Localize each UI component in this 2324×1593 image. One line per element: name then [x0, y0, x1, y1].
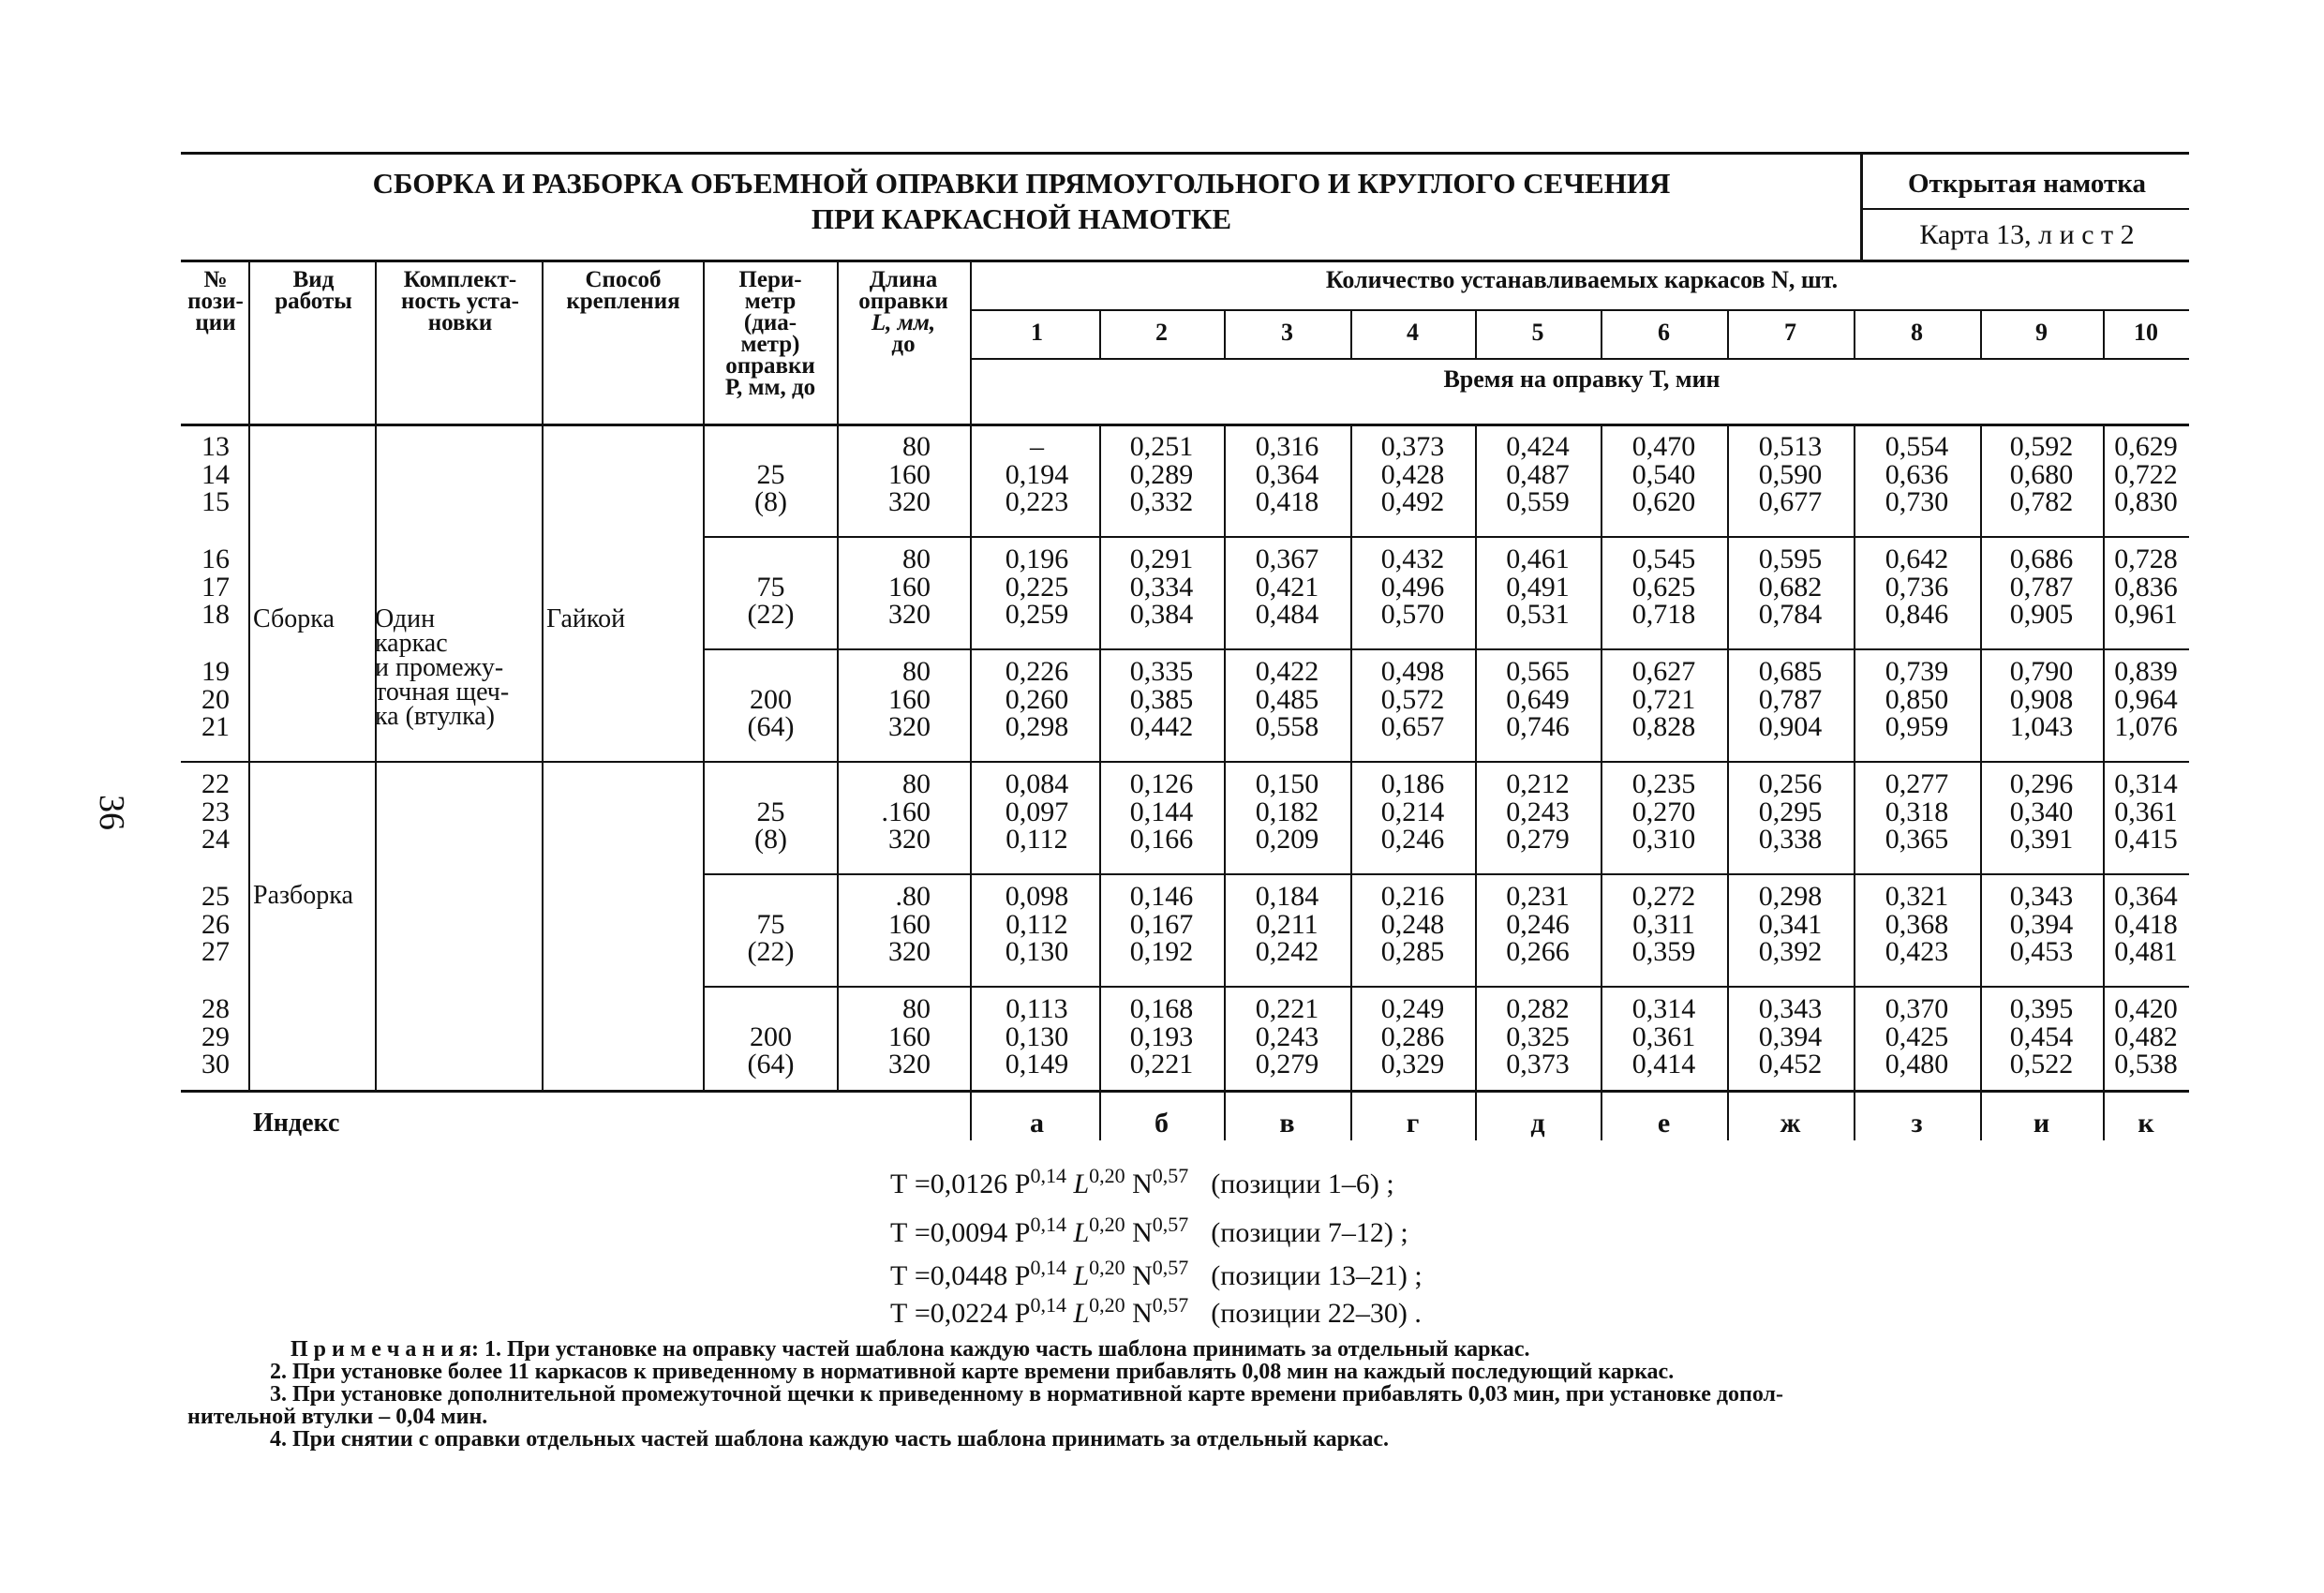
table-cell-r4-c1: 0,084 0,097 0,112: [1005, 768, 1069, 856]
table-cell-r2-c6: 0,545 0,625 0,718: [1631, 543, 1696, 631]
group-rule-2: [703, 648, 2189, 650]
table-cell-r6-c5: 0,282 0,325 0,373: [1506, 993, 1570, 1080]
index-letter-9: и: [2033, 1108, 2050, 1139]
table-cell-r1-c8: 0,554 0,636 0,730: [1885, 431, 1949, 518]
header-length: Длина оправки L, мм, до: [858, 267, 948, 357]
table-row-perimeter: 200 (64): [747, 1020, 795, 1080]
table-cell-r6-c7: 0,343 0,394 0,452: [1758, 993, 1823, 1080]
table-cell-r5-c1: 0,098 0,112 0,130: [1005, 881, 1069, 968]
group-rule-5: [703, 986, 2189, 988]
count-header-7: 7: [1784, 319, 1796, 346]
table-cell-r3-c3: 0,422 0,485 0,558: [1255, 656, 1319, 743]
note-2: 2. При установке более 11 каркасов к приведенному в нормативной карте времени прибавлять 0,08 мин на каждый последующий каркас.: [270, 1360, 1675, 1384]
table-row-lengths: 80 160 320: [888, 543, 931, 631]
table-cell-r6-c9: 0,395 0,454 0,522: [2009, 993, 2074, 1080]
table-cell-r6-c3: 0,221 0,243 0,279: [1255, 993, 1319, 1080]
table-cell-r5-c6: 0,272 0,311 0,359: [1631, 881, 1696, 968]
table-cell-r2-c10: 0,728 0,836 0,961: [2114, 543, 2178, 631]
table-cell-r6-c2: 0,168 0,193 0,221: [1129, 993, 1194, 1080]
table-cell-r4-c6: 0,235 0,270 0,310: [1631, 768, 1696, 856]
table-cell-r2-c1: 0,196 0,225 0,259: [1005, 543, 1069, 631]
table-row-lengths: 80 160 320: [888, 656, 931, 743]
table-cell-r3-c5: 0,565 0,649 0,746: [1506, 656, 1570, 743]
table-cell-r3-c1: 0,226 0,260 0,298: [1005, 656, 1069, 743]
table-cell-r1-c4: 0,373 0,428 0,492: [1380, 431, 1445, 518]
count-header-1: 1: [1031, 319, 1043, 346]
table-cell-r2-c2: 0,291 0,334 0,384: [1129, 543, 1194, 631]
table-cell-r5-c10: 0,364 0,418 0,481: [2114, 881, 2178, 968]
table-cell-r3-c7: 0,685 0,787 0,904: [1758, 656, 1823, 743]
header-position: № пози- ции: [187, 267, 244, 335]
page-number: 36: [92, 795, 131, 830]
index-letter-1: а: [1030, 1108, 1044, 1139]
table-row-positions: 28 29 30: [201, 993, 230, 1080]
index-label: Индекс: [253, 1109, 340, 1138]
fixing-text: Гайкой: [546, 604, 626, 633]
header-bottom-rule: [181, 260, 2189, 262]
table-cell-r3-c6: 0,627 0,721 0,828: [1631, 656, 1696, 743]
table-cell-r4-c3: 0,150 0,182 0,209: [1255, 768, 1319, 856]
index-letter-6: е: [1657, 1108, 1671, 1139]
table-cell-r5-c2: 0,146 0,167 0,192: [1129, 881, 1194, 968]
formula-4: Т =0,0224 Р$^{0,14}$ L$^{0,20}$ N$^{0,57}$ (позиции 22–30) .: [890, 1293, 1422, 1329]
table-row-positions: 25 26 27: [201, 881, 230, 968]
note-4: 4. При снятии с оправки отдельных частей шаблона каждую часть шаблона принимать за отдельный каркас.: [270, 1427, 1390, 1452]
table-cell-r6-c1: 0,113 0,130 0,149: [1005, 993, 1069, 1080]
table-cell-r1-c3: 0,316 0,364 0,418: [1255, 431, 1319, 518]
category-rule: [1860, 208, 2189, 210]
formula-2: Т =0,0094 Р$^{0,14}$ L$^{0,20}$ N$^{0,57}$ (позиции 7–12) ;: [890, 1213, 1408, 1248]
title-divider: [1860, 152, 1863, 260]
table-cell-r4-c10: 0,314 0,361 0,415: [2114, 768, 2178, 856]
table-row-positions: 16 17 18: [201, 543, 230, 631]
work-type-assembly: Сборка: [253, 604, 335, 633]
completeness-text: Один каркас и промежу- точная щеч- ка (втулка): [375, 604, 510, 731]
table-cell-r1-c9: 0,592 0,680 0,782: [2009, 431, 2074, 518]
table-row-perimeter: 25 (8): [754, 796, 787, 856]
table-cell-r4-c7: 0,256 0,295 0,338: [1758, 768, 1823, 856]
table-row-lengths: 80 .160 320: [881, 768, 931, 856]
table-cell-r2-c9: 0,686 0,787 0,905: [2009, 543, 2074, 631]
table-cell-r4-c4: 0,186 0,214 0,246: [1380, 768, 1445, 856]
header-count: Количество устанавливаемых каркасов N, шт.: [1325, 266, 1839, 293]
index-letter-8: з: [1911, 1108, 1923, 1139]
table-cell-r6-c4: 0,249 0,286 0,329: [1380, 993, 1445, 1080]
card-label: Карта 13, л и с т 2: [1919, 219, 2135, 250]
table-row-positions: 22 23 24: [201, 768, 230, 856]
table-cell-r2-c5: 0,461 0,491 0,531: [1506, 543, 1570, 631]
table-cell-r1-c10: 0,629 0,722 0,830: [2114, 431, 2178, 518]
table-cell-r2-c4: 0,432 0,496 0,570: [1380, 543, 1445, 631]
page-title-line1: СБОРКА И РАЗБОРКА ОБЪЕМНОЙ ОПРАВКИ ПРЯМОУГОЛЬНОГО И КРУГЛОГО СЕЧЕНИЯ: [372, 167, 1671, 200]
note-3: 3. При установке дополнительной промежуточной щечки к приведенному в нормативной карте времени прибавлять 0,03 мин, при установке допол-: [270, 1382, 1783, 1407]
index-letter-3: в: [1279, 1108, 1295, 1139]
count-header-5: 5: [1531, 319, 1544, 346]
table-row-lengths: .80 160 320: [888, 881, 931, 968]
index-letter-2: б: [1155, 1108, 1169, 1139]
notes-block: [187, 1338, 1783, 1451]
table-row-lengths: 80 160 320: [888, 993, 931, 1080]
table-row-lengths: 80 160 320: [888, 431, 931, 518]
group-rule-1: [703, 536, 2189, 538]
header-fixing: Способ крепления: [566, 267, 680, 314]
table-cell-r1-c5: 0,424 0,487 0,559: [1506, 431, 1570, 518]
formula-1: Т =0,0126 Р$^{0,14}$ L$^{0,20}$ N$^{0,57}$ (позиции 1–6) ;: [890, 1164, 1394, 1199]
table-cell-r4-c5: 0,212 0,243 0,279: [1506, 768, 1570, 856]
table-row-perimeter: 200 (64): [747, 683, 795, 743]
index-letter-4: г: [1406, 1108, 1420, 1139]
header-perimeter: Пери- метр (диа- метр) оправки Р, мм, до: [724, 267, 816, 400]
note-1: П р и м е ч а н и я: 1. При установке на оправку частей шаблона каждую часть шаблона принимать за отдельный каркас.: [290, 1337, 1530, 1362]
group-rule-3: [181, 761, 2189, 763]
table-cell-r5-c4: 0,216 0,248 0,285: [1380, 881, 1445, 968]
body-bottom-rule: [181, 1090, 2189, 1093]
count-header-3: 3: [1281, 319, 1293, 346]
table-cell-r6-c10: 0,420 0,482 0,538: [2114, 993, 2178, 1080]
table-cell-r4-c9: 0,296 0,340 0,391: [2009, 768, 2074, 856]
table-row-perimeter: 25 (8): [754, 458, 787, 518]
table-cell-r3-c8: 0,739 0,850 0,959: [1885, 656, 1949, 743]
table-cell-r5-c8: 0,321 0,368 0,423: [1885, 881, 1949, 968]
count-header-9: 9: [2035, 319, 2048, 346]
note-3-cont: нительной втулки – 0,04 мин.: [187, 1405, 488, 1429]
table-cell-r6-c6: 0,314 0,361 0,414: [1631, 993, 1696, 1080]
table-row-positions: 13 14 15: [201, 431, 230, 518]
table-cell-r2-c8: 0,642 0,736 0,846: [1885, 543, 1949, 631]
col-divider-pos: [248, 260, 250, 1091]
index-letter-5: д: [1530, 1108, 1545, 1139]
table-cell-r1-c1: – 0,194 0,223: [1005, 431, 1069, 518]
index-letter-7: ж: [1780, 1108, 1801, 1139]
header-work-type: Вид работы: [275, 267, 352, 314]
category-label: Открытая намотка: [1907, 169, 2147, 199]
table-cell-r5-c7: 0,298 0,341 0,392: [1758, 881, 1823, 968]
table-cell-r2-c7: 0,595 0,682 0,784: [1758, 543, 1823, 631]
index-letter-10: к: [2138, 1108, 2154, 1139]
table-cell-r4-c2: 0,126 0,144 0,166: [1129, 768, 1194, 856]
table-cell-r3-c2: 0,335 0,385 0,442: [1129, 656, 1194, 743]
page-title-line2: ПРИ КАРКАСНОЙ НАМОТКЕ: [811, 202, 1232, 235]
header-body-rule: [181, 424, 2189, 426]
header-time: Время на оправку Т, мин: [1443, 365, 1721, 393]
header-completeness: Комплект- ность уста- новки: [401, 267, 519, 335]
table-row-positions: 19 20 21: [201, 656, 230, 743]
table-cell-r1-c7: 0,513 0,590 0,677: [1758, 431, 1823, 518]
formula-3: Т =0,0448 Р$^{0,14}$ L$^{0,20}$ N$^{0,57}$ (позиции 13–21) ;: [890, 1256, 1423, 1291]
col-divider-compl: [542, 260, 544, 1091]
group-rule-4: [703, 873, 2189, 875]
count-header-6: 6: [1658, 319, 1670, 346]
count-header-8: 8: [1911, 319, 1923, 346]
table-row-perimeter: 75 (22): [747, 571, 795, 631]
count-divider-start: [970, 260, 972, 1140]
table-cell-r5-c3: 0,184 0,211 0,242: [1255, 881, 1319, 968]
table-cell-r1-c2: 0,251 0,289 0,332: [1129, 431, 1194, 518]
work-type-disassembly: Разборка: [253, 881, 353, 910]
table-cell-r3-c4: 0,498 0,572 0,657: [1380, 656, 1445, 743]
table-cell-r5-c5: 0,231 0,246 0,266: [1506, 881, 1570, 968]
table-cell-r6-c8: 0,370 0,425 0,480: [1885, 993, 1949, 1080]
count-numbers-rule: [970, 358, 2189, 360]
table-cell-r1-c6: 0,470 0,540 0,620: [1631, 431, 1696, 518]
count-header-10: 10: [2134, 319, 2158, 346]
table-cell-r5-c9: 0,343 0,394 0,453: [2009, 881, 2074, 968]
table-row-perimeter: 75 (22): [747, 908, 795, 968]
count-header-2: 2: [1155, 319, 1168, 346]
table-cell-r2-c3: 0,367 0,421 0,484: [1255, 543, 1319, 631]
top-rule: [181, 152, 2189, 155]
table-cell-r3-c9: 0,790 0,908 1,043: [2009, 656, 2074, 743]
count-subheader-rule: [970, 309, 2189, 311]
table-cell-r3-c10: 0,839 0,964 1,076: [2114, 656, 2178, 743]
count-header-4: 4: [1407, 319, 1419, 346]
table-cell-r4-c8: 0,277 0,318 0,365: [1885, 768, 1949, 856]
